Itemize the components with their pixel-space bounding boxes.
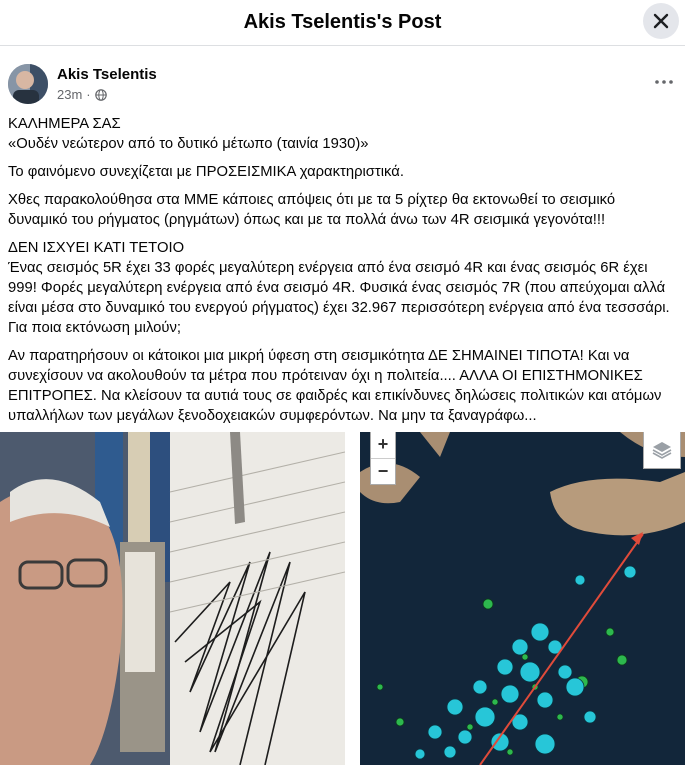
- post-paragraph: ΚΑΛΗΜΕΡΑ ΣΑΣ «Ουδέν νεώτερον από το δυτικό μέτωπο (ταινία 1930)»: [8, 116, 369, 152]
- post-paragraph: ΔΕΝ ΙΣΧΥΕΙ ΚΑΤΙ ΤΕΤΟΙΟ Ένας σεισμός 5R έχει 33 φορές μεγαλύτερη ενέργεια από ένα σεισμό 4R και ένας σεισμός 6R έχει 999! Φορές μεγαλύτερη ενέργεια από ένα σεισμό 4R. Φυσικά ένας σεισμός 7R (που απεύχομαι αλλά είναι μέσα στο δυναμικό του ενεργού ρήγματος) έχει 32.967 περισσότερη ενέργεια από ένα τεσσσάρι. Για ποια εκτόνωση μιλούν;: [8, 240, 670, 336]
- post-header: [8, 62, 678, 106]
- more-options-button[interactable]: [650, 70, 678, 94]
- zoom-out-button[interactable]: −: [377, 460, 389, 481]
- post-text: [8, 114, 678, 434]
- close-icon: [653, 13, 669, 29]
- author-name[interactable]: Akis Tselentis: [57, 66, 157, 83]
- post-paragraph: Χθες παρακολούθησα στα ΜΜΕ κάποιες απόψεις ότι με τα 5 ρίχτερ θα εκτονωθεί το σεισμικό δυναμικό του ρήγματος (ρηγμάτων) όπως και με τα πολλά άνω των 4R σεισμικά γεγονότα!!!: [8, 192, 616, 228]
- post-paragraph: Αν παρατηρήσουν οι κάτοικοι μια μικρή ύφεση στη σεισμικότητα ΔΕ ΣΗΜΑΙΝΕΙ ΤΙΠΟΤΑ! Και να συνεχίσουν να ακολουθούν τα μέτρα που πρότειναν όχι η πολιτεία.... ΑΛΛΑ ΟΙ ΕΠΙΣΤΗΜΟΝΙΚΕΣ ΕΠΙΤΡΟΠΕΣ. Να κλείσουν τα αυτιά τους σε φαιδρές και επικίνδυνες δηλώσεις πολιτικών και ατόμων υπαλλήλων των μεγάλων ξενοδοχειακών συμφερόντων. Να μην τα ξαναγράφω...: [8, 348, 662, 424]
- avatar[interactable]: [8, 64, 48, 104]
- globe-icon: [95, 89, 107, 101]
- earthquake-map[interactable]: [360, 432, 685, 765]
- post-meta: 23m ·: [57, 87, 107, 102]
- post-time[interactable]: 23m: [57, 87, 83, 102]
- more-icon: [655, 80, 673, 84]
- post-media[interactable]: [0, 432, 685, 765]
- close-button[interactable]: [643, 3, 679, 39]
- modal-title: Akis Tselentis's Post: [243, 11, 442, 33]
- layers-icon: [651, 440, 673, 460]
- photo-seismograph[interactable]: [0, 432, 345, 765]
- zoom-in-button[interactable]: +: [371, 432, 395, 459]
- map-layers-button[interactable]: [643, 432, 681, 469]
- modal-header: [0, 0, 685, 46]
- post-paragraph: Το φαινόμενο συνεχίζεται με ΠΡΟΣΕΙΣΜΙΚΑ χαρακτηριστικά.: [8, 164, 404, 180]
- map-zoom-controls: [370, 432, 396, 485]
